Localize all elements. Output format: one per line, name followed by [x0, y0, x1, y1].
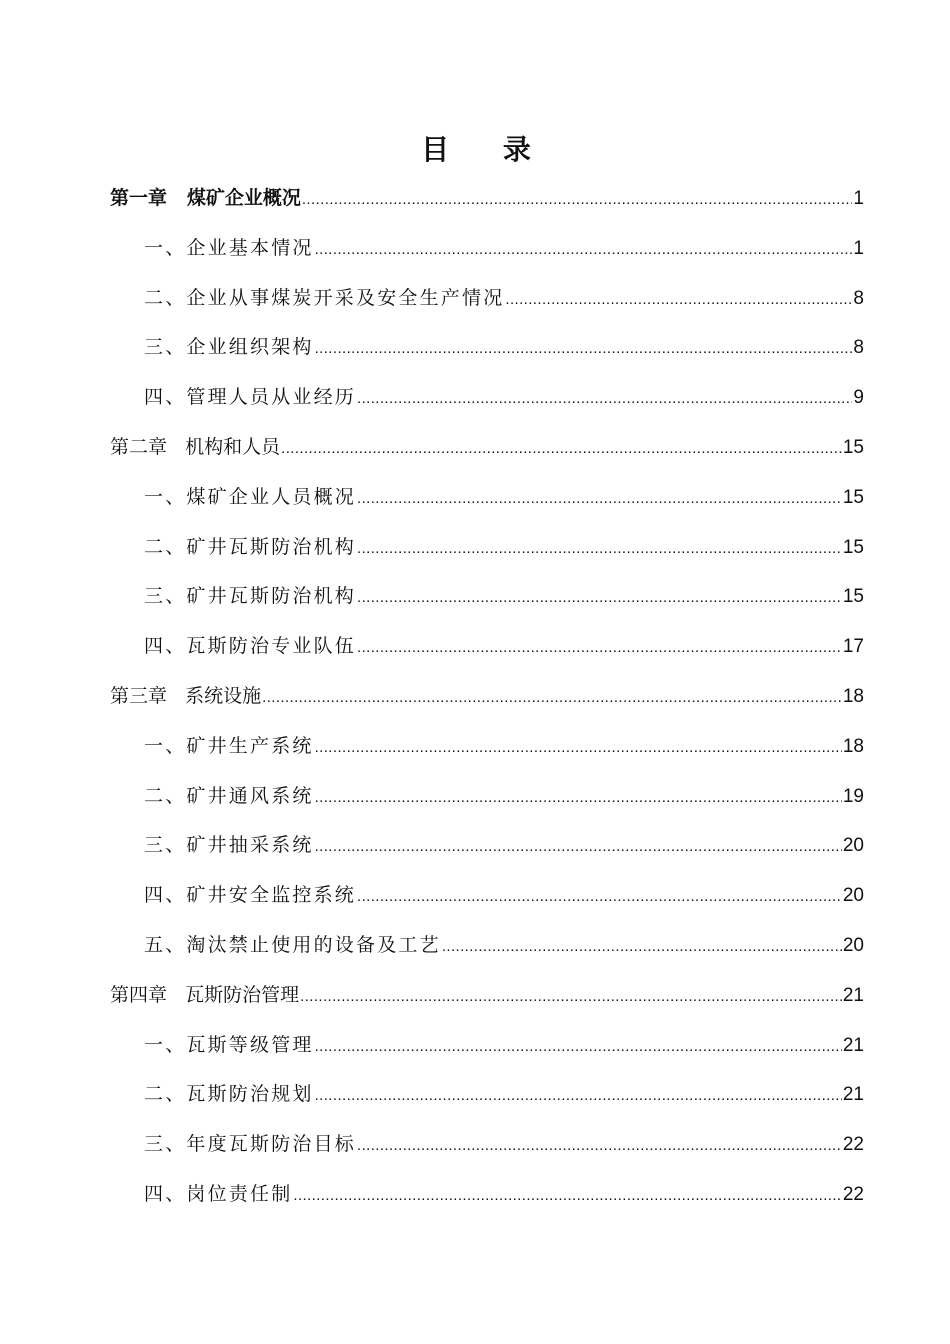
toc-page-number: 1	[853, 237, 864, 259]
toc-dot-leader	[357, 573, 842, 621]
toc-section-entry[interactable]	[110, 573, 864, 623]
toc-section-entry[interactable]	[110, 524, 864, 574]
toc-page-number: 15	[842, 586, 864, 608]
toc-entry-label: 第一章 煤矿企业概况	[110, 187, 301, 209]
toc-page-number: 21	[842, 1084, 864, 1106]
toc-section-entry[interactable]	[110, 822, 864, 872]
toc-dot-leader	[357, 623, 842, 671]
toc-section-entry[interactable]	[110, 1071, 864, 1121]
toc-entry-label: 三、矿井瓦斯防治机构	[144, 585, 357, 608]
toc-page-number: 21	[842, 984, 864, 1006]
toc-entry-label: 一、企业基本情况	[144, 236, 314, 259]
toc-page-number: 8	[853, 287, 864, 309]
toc-dot-leader	[315, 225, 853, 273]
toc-page-number: 20	[842, 835, 864, 857]
toc-chapter-entry[interactable]	[110, 673, 864, 723]
toc-entry-label: 四、矿井安全监控系统	[144, 884, 357, 907]
toc-dot-leader	[315, 324, 853, 372]
toc-dot-leader	[315, 1022, 842, 1070]
toc-dot-leader	[357, 1121, 842, 1169]
toc-dot-leader	[315, 723, 842, 771]
toc-entry-label: 第三章 系统设施	[110, 684, 262, 707]
toc-page-number: 15	[842, 536, 864, 558]
toc-section-entry[interactable]	[110, 1022, 864, 1072]
toc-page-number: 19	[842, 785, 864, 807]
toc-page-number: 9	[853, 387, 864, 409]
toc-dot-leader	[315, 822, 842, 870]
toc-dot-leader	[442, 922, 842, 970]
toc-page-number: 15	[842, 486, 864, 508]
toc-section-entry[interactable]	[110, 922, 864, 972]
toc-section-entry[interactable]	[110, 474, 864, 524]
toc-entry-label: 四、瓦斯防治专业队伍	[144, 635, 357, 658]
toc-page-number: 20	[842, 885, 864, 907]
toc-dot-leader	[357, 474, 842, 522]
toc-dot-leader	[302, 175, 853, 223]
toc-entry-label: 二、企业从事煤炭开采及安全生产情况	[144, 286, 505, 309]
toc-section-entry[interactable]	[110, 374, 864, 424]
toc-page-number: 22	[842, 1134, 864, 1156]
toc-chapter-entry[interactable]	[110, 424, 864, 474]
toc-entry-label: 一、煤矿企业人员概况	[144, 485, 357, 508]
toc-section-entry[interactable]	[110, 623, 864, 673]
toc-dot-leader	[315, 773, 842, 821]
toc-dot-leader	[262, 673, 842, 721]
toc-dot-leader	[357, 374, 852, 422]
toc-dot-leader	[357, 872, 842, 920]
toc-dot-leader	[300, 972, 842, 1020]
toc-entry-label: 二、瓦斯防治规划	[144, 1083, 314, 1106]
toc-page-number: 21	[842, 1034, 864, 1056]
toc-section-entry[interactable]	[110, 225, 864, 275]
toc-entry-label: 三、企业组织架构	[144, 336, 314, 359]
toc-section-entry[interactable]	[110, 773, 864, 823]
toc-chapter-entry[interactable]	[110, 175, 864, 225]
toc-entry-label: 五、淘汰禁止使用的设备及工艺	[144, 933, 441, 956]
toc-entry-label: 一、瓦斯等级管理	[144, 1033, 314, 1056]
toc-page-number: 17	[842, 636, 864, 658]
toc-page-number: 8	[853, 337, 864, 359]
toc-entry-label: 第二章 机构和人员	[110, 435, 281, 458]
toc-page-number: 22	[842, 1183, 864, 1205]
toc-entry-label: 三、年度瓦斯防治目标	[144, 1133, 357, 1156]
toc-dot-leader	[281, 424, 842, 472]
toc-section-entry[interactable]	[110, 1121, 864, 1171]
toc-entry-label: 四、管理人员从业经历	[144, 386, 357, 409]
toc-section-entry[interactable]	[110, 275, 864, 325]
toc-page-number: 1	[853, 188, 864, 209]
toc-page-number: 18	[842, 735, 864, 757]
toc-dot-leader	[357, 524, 842, 572]
toc-chapter-entry[interactable]	[110, 972, 864, 1022]
toc-dot-leader	[505, 275, 852, 323]
toc-section-entry[interactable]	[110, 324, 864, 374]
toc-title: 目 录	[421, 133, 553, 166]
toc-entry-label: 二、矿井通风系统	[144, 784, 314, 807]
toc-page-number: 20	[842, 934, 864, 956]
toc-entry-label: 二、矿井瓦斯防治机构	[144, 535, 357, 558]
toc-section-entry[interactable]	[110, 872, 864, 922]
table-of-contents	[110, 175, 864, 1221]
toc-dot-leader	[293, 1171, 841, 1219]
toc-entry-label: 四、岗位责任制	[144, 1182, 293, 1205]
toc-dot-leader	[315, 1071, 842, 1119]
toc-section-entry[interactable]	[110, 1171, 864, 1221]
toc-page-number: 15	[842, 436, 864, 458]
toc-section-entry[interactable]	[110, 723, 864, 773]
toc-page-number: 18	[842, 685, 864, 707]
toc-entry-label: 三、矿井抽采系统	[144, 834, 314, 857]
toc-entry-label: 一、矿井生产系统	[144, 734, 314, 757]
toc-entry-label: 第四章 瓦斯防治管理	[110, 983, 300, 1006]
